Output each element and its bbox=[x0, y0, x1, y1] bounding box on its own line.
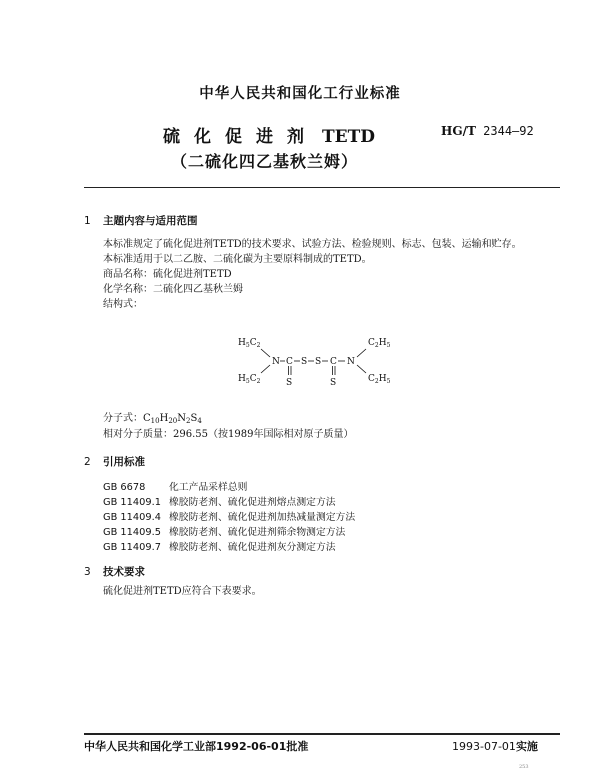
standard-prefix: HG/T bbox=[441, 124, 476, 138]
reference-item bbox=[103, 509, 355, 523]
approval-line: 中华人民共和国化学工业部1992-06-01批准 bbox=[84, 740, 309, 753]
section-3-heading bbox=[84, 564, 145, 579]
section-2-heading bbox=[84, 454, 145, 469]
structure-label: 结构式： bbox=[103, 299, 143, 310]
bond-n-right-bottom bbox=[357, 365, 366, 373]
section-1-number: 1 bbox=[84, 215, 91, 227]
document-subtitle: （二硫化四乙基秋兰姆） bbox=[171, 152, 359, 171]
implementation-date: 1993-07-01 bbox=[452, 740, 516, 753]
formula-s-count: 4 bbox=[197, 417, 202, 425]
formula-c-count: 10 bbox=[150, 417, 160, 425]
bond-n-left-bottom bbox=[261, 365, 270, 373]
molecular-formula bbox=[103, 412, 202, 426]
atom-c-right: C bbox=[330, 357, 337, 367]
standard-code bbox=[441, 124, 534, 138]
section-2-title: 引用标准 bbox=[103, 456, 145, 468]
trade-name: 商品名称：硫化促进剂TETD bbox=[103, 269, 232, 280]
title-english: TETD bbox=[322, 127, 376, 147]
formula-n-count: 2 bbox=[185, 417, 191, 425]
formula-s: S bbox=[190, 413, 198, 424]
reference-title: 橡胶防老剂、硫化促进剂加热减量测定方法 bbox=[169, 512, 356, 523]
atom-c-left: C bbox=[286, 357, 293, 367]
formula-label: 分子式： bbox=[103, 413, 143, 424]
section-1-para-2: 本标准适用于以二乙胺、二硫化碳为主要原料制成的TETD。 bbox=[103, 254, 372, 265]
section-1-para-1: 本标准规定了硫化促进剂TETD的技术要求、试验方法、检验规则、标志、包装、运输和贮存。 bbox=[103, 239, 522, 250]
implementation-label: 实施 bbox=[515, 740, 538, 753]
footer-divider bbox=[84, 733, 560, 735]
group-bottom-left: $H_5C_2$ bbox=[238, 374, 261, 385]
section-2-number: 2 bbox=[84, 456, 91, 468]
section-3-title: 技术要求 bbox=[103, 566, 145, 578]
section-1-heading bbox=[84, 213, 198, 228]
atom-s-2: S bbox=[315, 357, 322, 367]
formula-n: N bbox=[177, 413, 186, 424]
reference-item bbox=[103, 479, 247, 493]
atom-n-right: N bbox=[347, 357, 355, 367]
document-title bbox=[163, 122, 375, 147]
reference-item bbox=[103, 524, 345, 538]
reference-code: GB 6678 bbox=[103, 482, 146, 493]
reference-code: GB 11409.7 bbox=[103, 542, 161, 553]
structural-formula bbox=[228, 333, 408, 395]
reference-item bbox=[103, 539, 336, 553]
title-chinese: 硫化促进剂 bbox=[163, 127, 318, 147]
header-divider bbox=[84, 187, 560, 188]
group-bottom-right: $C_2H_5$ bbox=[368, 374, 391, 385]
reference-title: 橡胶防老剂、硫化促进剂筛余物测定方法 bbox=[169, 527, 346, 538]
atom-s-down-left: S bbox=[286, 378, 293, 388]
chemical-name: 化学名称：二硫化四乙基秋兰姆 bbox=[103, 284, 243, 295]
group-top-right: $C_2H_5$ bbox=[368, 338, 391, 349]
reference-code: GB 11409.4 bbox=[103, 512, 161, 523]
formula-h-count: 20 bbox=[168, 417, 178, 425]
reference-code: GB 11409.5 bbox=[103, 527, 161, 538]
header-organization: 中华人民共和国化工行业标准 bbox=[199, 86, 401, 102]
implementation-line bbox=[452, 738, 538, 754]
formula-c: C bbox=[143, 413, 151, 424]
atom-s-1: S bbox=[301, 357, 308, 367]
section-3-para: 硫化促进剂TETD应符合下表要求。 bbox=[103, 586, 262, 597]
standard-number: 2344—92 bbox=[483, 124, 534, 138]
page-number: 253 bbox=[519, 764, 529, 770]
atom-n-left: N bbox=[272, 357, 280, 367]
section-3-number: 3 bbox=[84, 566, 91, 578]
group-top-left: $H_5C_2$ bbox=[238, 338, 261, 349]
formula-h: H bbox=[159, 413, 169, 424]
molecular-mass: 相对分子质量：296.55（按1989年国际相对原子质量） bbox=[103, 429, 354, 440]
reference-item bbox=[103, 494, 336, 508]
reference-title: 橡胶防老剂、硫化促进剂灰分测定方法 bbox=[169, 542, 336, 553]
reference-title: 化工产品采样总则 bbox=[169, 482, 248, 493]
bond-n-right-top bbox=[357, 349, 366, 357]
section-1-title: 主题内容与适用范围 bbox=[103, 215, 198, 227]
bond-n-left-top bbox=[261, 349, 270, 357]
atom-s-down-right: S bbox=[330, 378, 337, 388]
reference-code: GB 11409.1 bbox=[103, 497, 161, 508]
reference-title: 橡胶防老剂、硫化促进剂熔点测定方法 bbox=[169, 497, 336, 508]
